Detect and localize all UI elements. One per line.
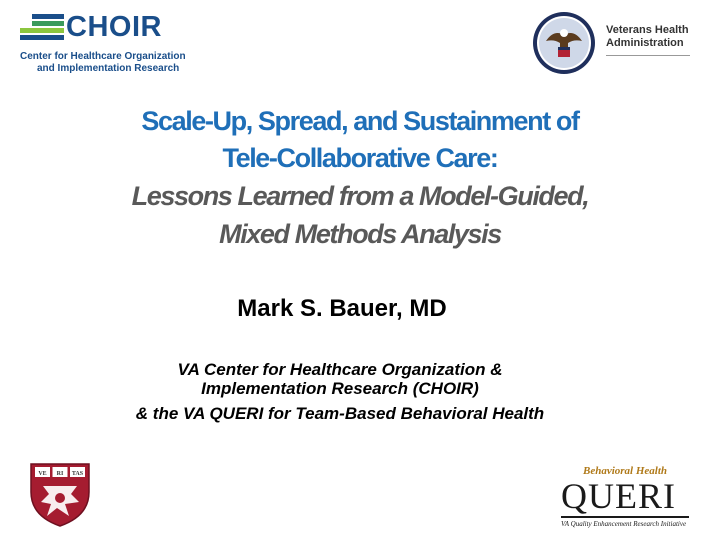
harvard-shield-icon bbox=[29, 462, 91, 528]
svg-text:RI: RI bbox=[56, 471, 64, 477]
affiliation-line3: & the VA QUERI for Team-Based Behavioral Health bbox=[135, 404, 545, 423]
choir-subtitle-line2: and Implementation Research bbox=[37, 63, 180, 74]
title-line2: Tele-Collaborative Care: bbox=[222, 143, 498, 173]
choir-bars-icon bbox=[20, 14, 64, 46]
title-line3: Lessons Learned from a Model-Guided, bbox=[131, 181, 589, 211]
title-line4: Mixed Methods Analysis bbox=[219, 219, 501, 249]
va-seal-icon bbox=[532, 11, 596, 75]
va-line1: Veterans Health bbox=[606, 24, 689, 36]
va-line2: Administration bbox=[606, 37, 684, 49]
choir-subtitle bbox=[20, 51, 190, 75]
affiliation-line2: Implementation Research (CHOIR) bbox=[201, 379, 479, 398]
choir-subtitle-line1: Center for Healthcare Organization bbox=[20, 51, 186, 62]
va-divider bbox=[606, 55, 690, 56]
queri-tagline: VA Quality Enhancement Research Initiative bbox=[561, 520, 687, 528]
queri-divider bbox=[561, 516, 689, 518]
svg-text:TAS: TAS bbox=[71, 471, 84, 477]
va-logo bbox=[532, 11, 702, 75]
author-name: Mark S. Bauer, MD bbox=[237, 295, 447, 322]
title-line1: Scale-Up, Spread, and Sustainment of bbox=[141, 106, 579, 136]
queri-wordmark: QUERI bbox=[561, 476, 676, 516]
queri-logo bbox=[556, 465, 696, 535]
slide-title bbox=[60, 103, 660, 253]
va-wordmark bbox=[606, 24, 689, 50]
svg-text:VE: VE bbox=[38, 471, 47, 477]
choir-wordmark: CHOIR bbox=[66, 11, 162, 43]
queri-top-label: Behavioral Health bbox=[583, 465, 668, 477]
affiliation-line1: VA Center for Healthcare Organization & bbox=[177, 360, 503, 379]
affiliation bbox=[40, 360, 640, 423]
choir-logo bbox=[20, 11, 186, 74]
